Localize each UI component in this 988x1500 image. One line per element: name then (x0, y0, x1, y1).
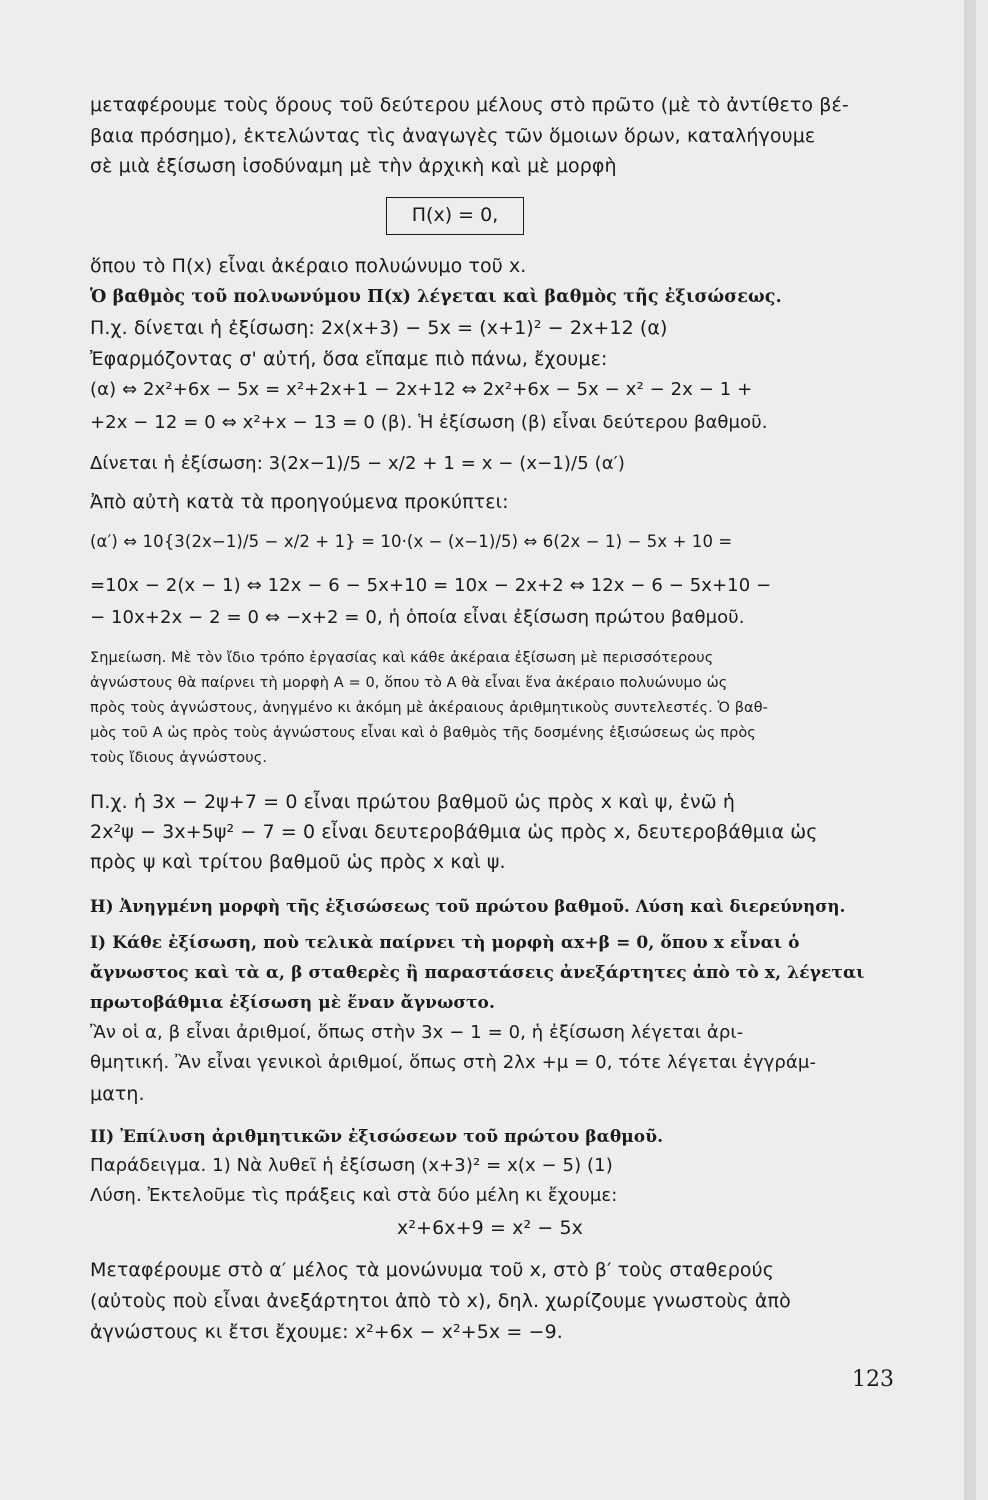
text-line: βαια πρόσημο), ἐκτελώντας τὶς ἀναγωγὲς τῶν ὅμοιων ὅρων, καταλήγουμε (90, 125, 816, 147)
text-line: ματη. (90, 1083, 145, 1105)
text-line: Παράδειγμα. 1) Νὰ λυθεῖ ἡ ἐξίσωση (x+3)² = x(x − 5) (1) (90, 1155, 613, 1176)
note-line: τοὺς ἴδιους ἀγνώστους. (90, 750, 268, 766)
equation-line: +2x − 12 = 0 ⇔ x²+x − 13 = 0 (β). Ἡ ἐξίσωση (β) εἶναι δεύτερου βαθμοῦ. (90, 412, 768, 433)
text-line: θμητική. Ἂν εἶναι γενικοὶ ἀριθμοί, ὅπως στὴ 2λx +μ = 0, τότε λέγεται ἐγγράμ- (90, 1052, 817, 1073)
equation-line: − 10x+2x − 2 = 0 ⇔ −x+2 = 0, ἡ ὁποία εἶναι ἐξίσωση πρώτου βαθμοῦ. (90, 607, 745, 628)
note-line: πρὸς τοὺς ἀγνώστους, ἀνηγμένο κι ἀκόμη μὲ ἀκέραιους ἀριθμητικοὺς συντελεστές. Ὁ βαθ- (90, 700, 769, 716)
page-number: 123 (852, 1367, 894, 1392)
text-line: ὅπου τὸ Π(x) εἶναι ἀκέραιο πολυώνυμο τοῦ x. (90, 255, 527, 277)
note-line: Σημείωση. Μὲ τὸν ἴδιο τρόπο ἐργασίας καὶ κάθε ἀκέραια ἐξίσωση μὲ περισσότερους (90, 650, 714, 666)
note-line: ἀγνώστους θὰ παίρνει τὴ μορφὴ A = 0, ὅπου τὸ A θὰ εἶναι ἕνα ἀκέραιο πολυώνυμο ὡς (90, 675, 728, 691)
text-line: Π.χ. δίνεται ἡ ἐξίσωση: 2x(x+3) − 5x = (x+1)² − 2x+12 (α) (90, 317, 668, 339)
text-line: 2x²ψ − 3x+5ψ² − 7 = 0 εἶναι δευτεροβάθμια ὡς πρὸς x, δευτεροβάθμια ὡς (90, 821, 818, 843)
text-line: (αὐτοὺς ποὺ εἶναι ἀνεξάρτητοι ἀπὸ τὸ x), δηλ. χωρίζουμε γνωστοὺς ἀπὸ (90, 1290, 791, 1312)
boxed-equation: Π(x) = 0, (386, 197, 524, 235)
text-line: σὲ μιὰ ἐξίσωση ἰσοδύναμη μὲ τὴν ἀρχικὴ καὶ μὲ μορφὴ (90, 155, 617, 177)
text-line: μεταφέρουμε τοὺς ὅρους τοῦ δεύτερου μέλους στὸ πρῶτο (μὲ τὸ ἀντίθετο βέ- (90, 94, 849, 116)
definition-line: ἄγνωστος καὶ τὰ α, β σταθερὲς ἢ παραστάσεις ἀνεξάρτητες ἀπὸ τὸ x, λέγεται (90, 963, 865, 983)
text-line: Ἂν οἱ α, β εἶναι ἀριθμοί, ὅπως στὴν 3x − 1 = 0, ἡ ἐξίσωση λέγεται ἀρι- (90, 1022, 744, 1043)
page-edge (964, 0, 976, 1500)
equation-line: =10x − 2(x − 1) ⇔ 12x − 6 − 5x+10 = 10x − 2x+2 ⇔ 12x − 6 − 5x+10 − (90, 575, 772, 596)
text-line: Π.χ. ἡ 3x − 2ψ+7 = 0 εἶναι πρώτου βαθμοῦ ὡς πρὸς x καὶ ψ, ἐνῶ ἡ (90, 791, 736, 813)
centered-equation: x²+6x+9 = x² − 5x (396, 1217, 583, 1239)
section-heading: II) Ἐπίλυση ἀριθμητικῶν ἐξισώσεων τοῦ πρώτου βαθμοῦ. (90, 1127, 664, 1147)
text-line: Ἐφαρμόζοντας σ' αὐτή, ὅσα εἴπαμε πιὸ πάνω, ἔχουμε: (90, 348, 608, 370)
text-line: Μεταφέρουμε στὸ α′ μέλος τὰ μονώνυμα τοῦ x, στὸ β′ τοὺς σταθερούς (90, 1259, 774, 1281)
text-line: πρὸς ψ καὶ τρίτου βαθμοῦ ὡς πρὸς x καὶ ψ. (90, 851, 506, 873)
text-line: ἀγνώστους κι ἔτσι ἔχουμε: x²+6x − x²+5x = −9. (90, 1321, 563, 1343)
definition-line: I) Κάθε ἐξίσωση, ποὺ τελικὰ παίρνει τὴ μορφὴ αx+β = 0, ὅπου x εἶναι ὁ (90, 933, 800, 953)
equation-line: Δίνεται ἡ ἐξίσωση: 3(2x−1)/5 − x/2 + 1 = x − (x−1)/5 (α′) (90, 453, 625, 474)
text-line: Λύση. Ἐκτελοῦμε τὶς πράξεις καὶ στὰ δύο μέλη κι ἔχουμε: (90, 1185, 618, 1206)
section-heading: Η) Ἀνηγμένη μορφὴ τῆς ἐξισώσεως τοῦ πρώτου βαθμοῦ. Λύση καὶ διερεύνηση. (90, 897, 846, 916)
definition-line: πρωτοβάθμια ἐξίσωση μὲ ἕναν ἄγνωστο. (90, 993, 495, 1013)
note-line: μὸς τοῦ A ὡς πρὸς τοὺς ἀγνώστους εἶναι καὶ ὁ βαθμὸς τῆς δοσμένης ἐξισώσεως ὡς πρὸς (90, 725, 756, 741)
equation-line: (α′) ⇔ 10{3(2x−1)/5 − x/2 + 1} = 10·(x − (x−1)/5) ⇔ 6(2x − 1) − 5x + 10 = (90, 532, 733, 551)
definition-line: Ὁ βαθμὸς τοῦ πολυωνύμου Π(x) λέγεται καὶ βαθμὸς τῆς ἐξισώσεως. (90, 287, 782, 307)
equation-line: (α) ⇔ 2x²+6x − 5x = x²+2x+1 − 2x+12 ⇔ 2x²+6x − 5x − x² − 2x − 1 + (90, 379, 753, 400)
text-line: Ἀπὸ αὐτὴ κατὰ τὰ προηγούμενα προκύπτει: (90, 491, 509, 513)
